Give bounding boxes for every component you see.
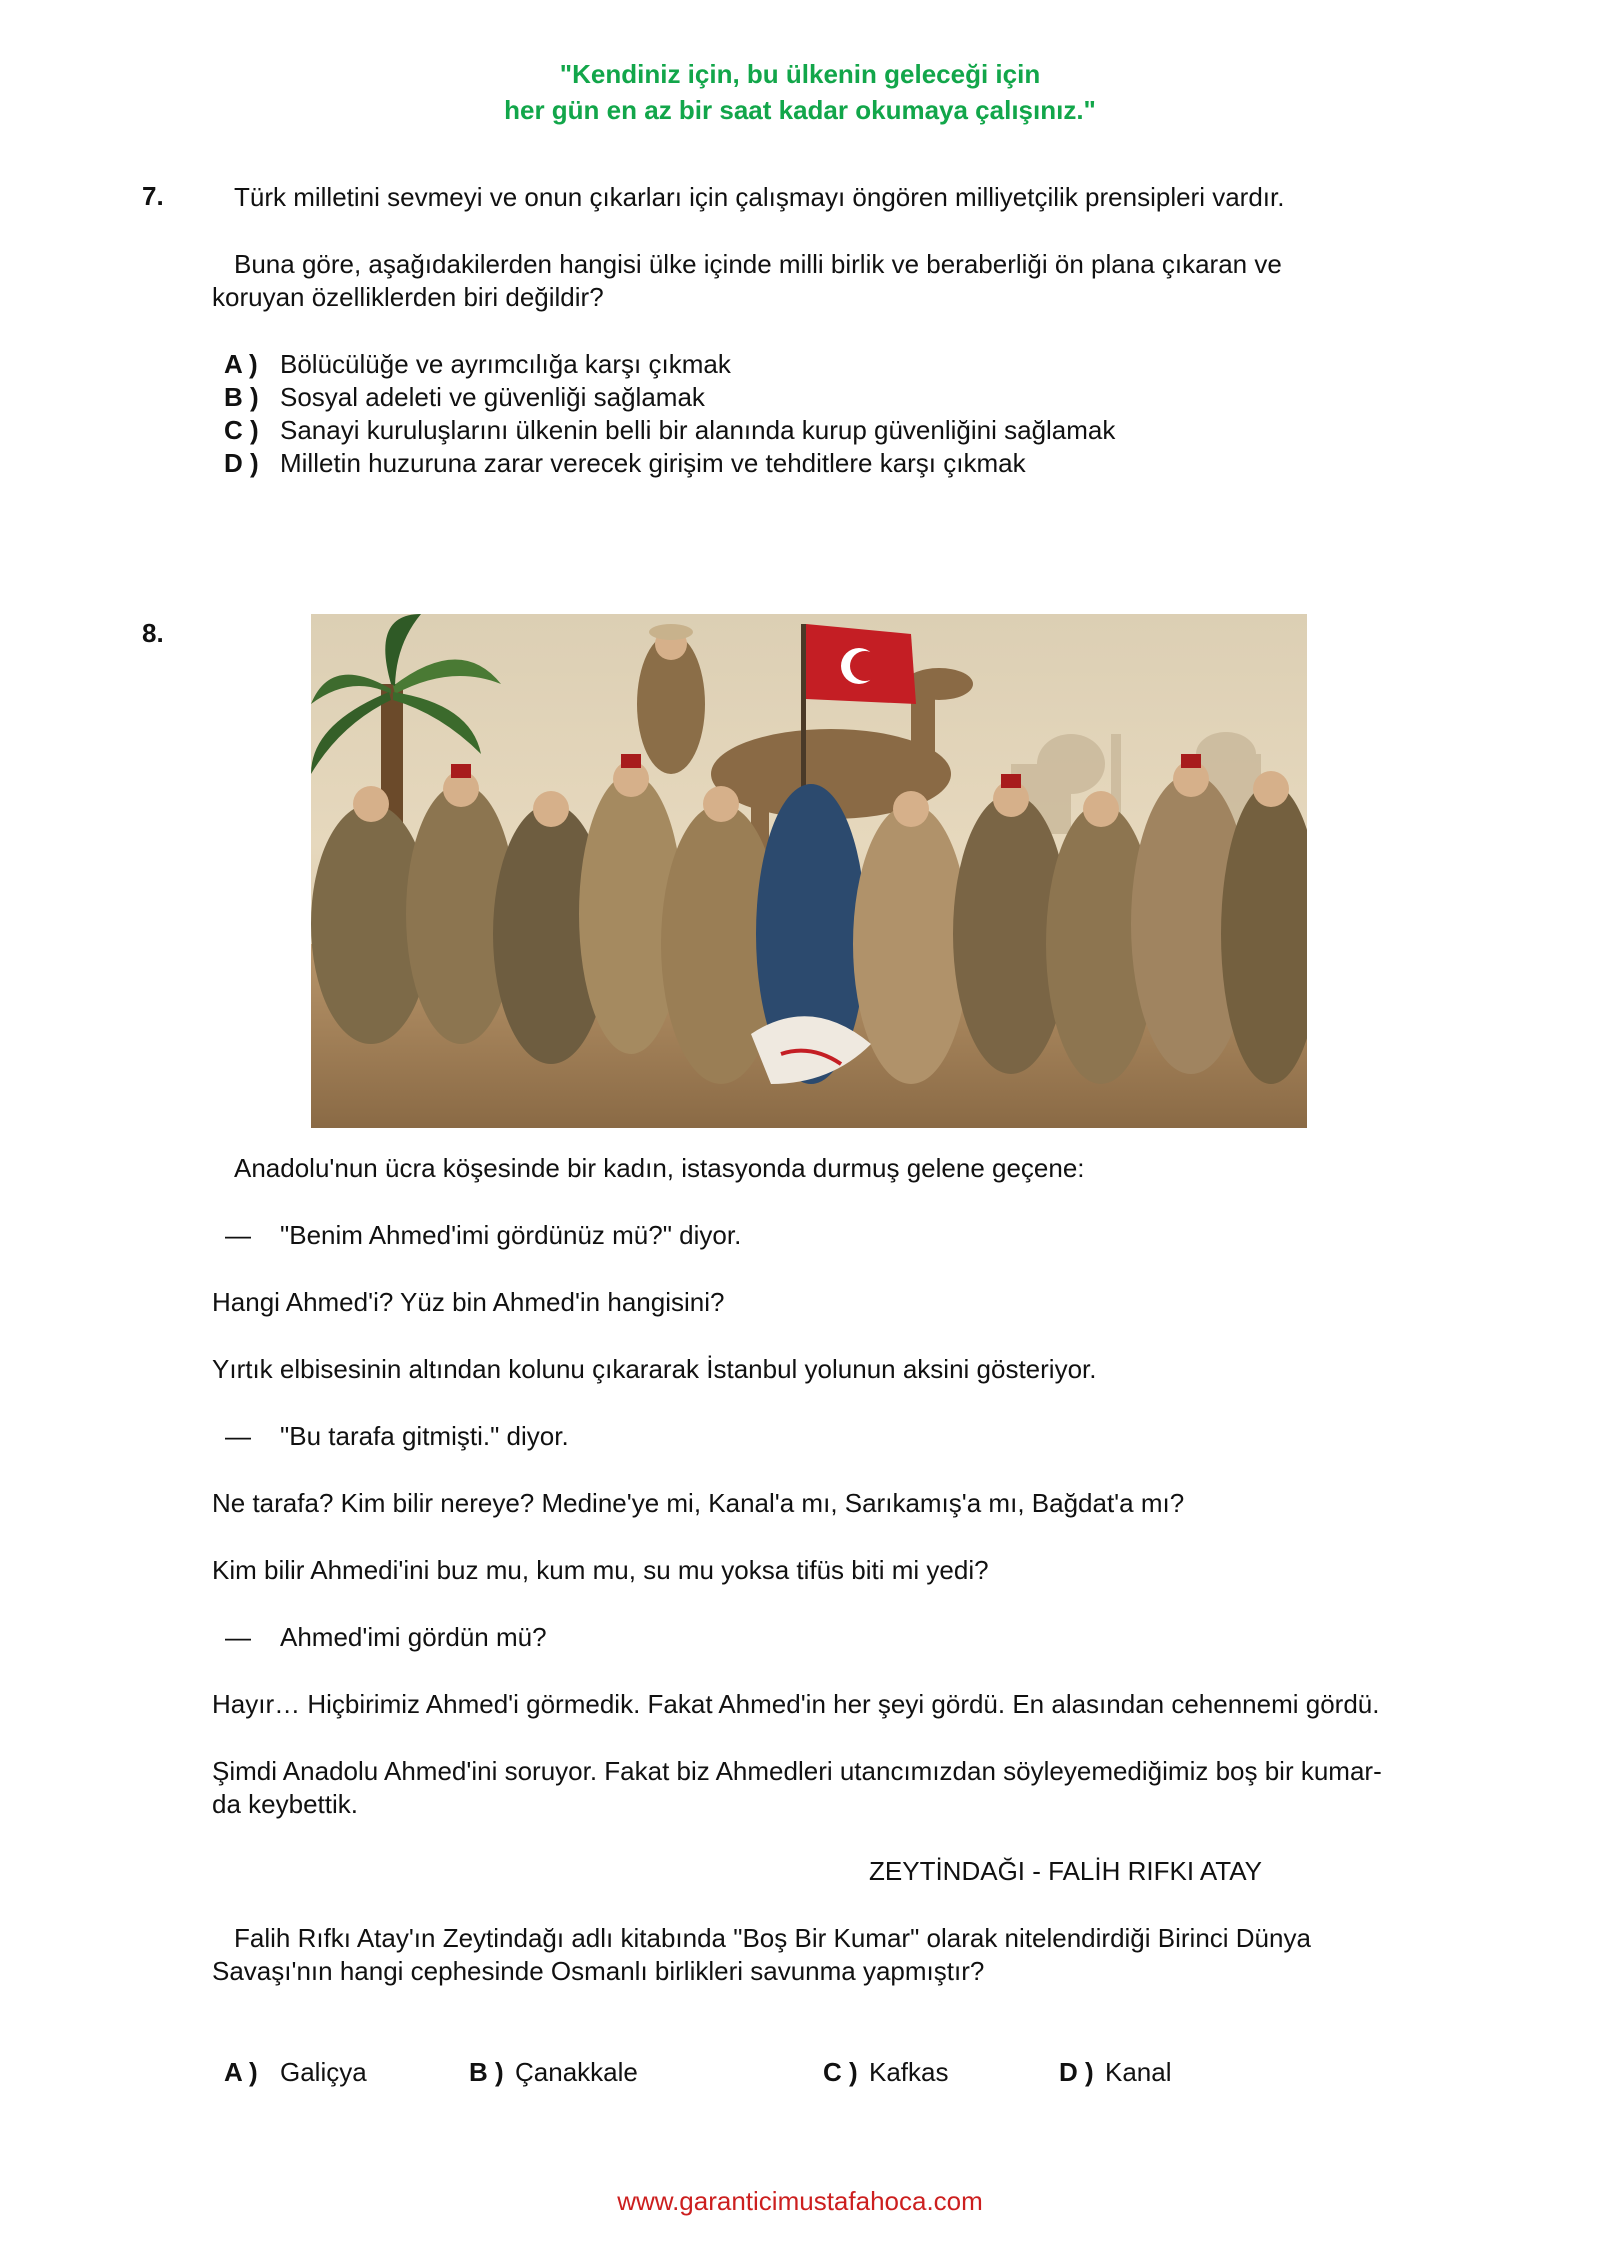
passage-source: ZEYTİNDAĞI - FALİH RIFKI ATAY bbox=[869, 1856, 1262, 1886]
header-line-2: her gün en az bir saat kadar okumaya çalışınız." bbox=[504, 95, 1096, 125]
q7-option-d-letter[interactable]: D ) bbox=[224, 448, 259, 478]
dialogue-dash-3: — bbox=[225, 1622, 251, 1652]
motivational-header bbox=[0, 56, 1600, 128]
q8-option-b-text[interactable]: Çanakkale bbox=[515, 2057, 638, 2087]
passage-paragraph-7a: Şimdi Anadolu Ahmed'ini soruyor. Fakat biz Ahmedleri utancımızdan söyleyemediğimiz boş bir kumar- bbox=[212, 1756, 1382, 1786]
q8-option-a-letter[interactable]: A ) bbox=[224, 2057, 258, 2087]
passage-quote-1: "Benim Ahmed'imi gördünüz mü?" diyor. bbox=[280, 1220, 742, 1250]
dialogue-dash-1: — bbox=[225, 1220, 251, 1250]
passage-paragraph-4: Ne tarafa? Kim bilir nereye? Medine'ye mi, Kanal'a mı, Sarıkamış'a mı, Bağdat'a mı? bbox=[212, 1488, 1185, 1518]
passage-paragraph-5: Kim bilir Ahmedi'ini buz mu, kum mu, su mu yoksa tifüs biti mi yedi? bbox=[212, 1555, 989, 1585]
passage-paragraph-6: Hayır… Hiçbirimiz Ahmed'i görmedik. Fakat Ahmed'in her şeyi gördü. En alasından cehennemi gördü. bbox=[212, 1689, 1380, 1719]
historical-painting-image bbox=[311, 614, 1307, 1128]
question-8-stem-line-2: Savaşı'nın hangi cephesinde Osmanlı birlikleri savunma yapmıştır? bbox=[212, 1956, 985, 1986]
dialogue-dash-2: — bbox=[225, 1421, 251, 1451]
q7-option-c-text[interactable]: Sanayi kuruluşlarını ülkenin belli bir alanında kurup güvenliğini sağlamak bbox=[280, 415, 1116, 445]
q7-option-b-letter[interactable]: B ) bbox=[224, 382, 259, 412]
question-7-premise: Türk milletini sevmeyi ve onun çıkarları için çalışmayı öngören milliyetçilik prensipleri vardır. bbox=[234, 182, 1285, 212]
q7-option-a-text[interactable]: Bölücülüğe ve ayrımcılığa karşı çıkmak bbox=[280, 349, 731, 379]
passage-quote-3: Ahmed'imi gördün mü? bbox=[280, 1622, 547, 1652]
passage-paragraph-2: Hangi Ahmed'i? Yüz bin Ahmed'in hangisini? bbox=[212, 1287, 725, 1317]
q7-option-d-text[interactable]: Milletin huzuruna zarar verecek girişim ve tehditlere karşı çıkmak bbox=[280, 448, 1026, 478]
passage-quote-2: "Bu tarafa gitmişti." diyor. bbox=[280, 1421, 569, 1451]
q8-option-d-text[interactable]: Kanal bbox=[1105, 2057, 1172, 2087]
question-7-stem-line-1: Buna göre, aşağıdakilerden hangisi ülke içinde milli birlik ve beraberliği ön plana çıkaran ve bbox=[234, 249, 1282, 279]
header-line-1: "Kendiniz için, bu ülkenin geleceği için bbox=[559, 59, 1041, 89]
footer-website-link[interactable]: www.garanticimustafahoca.com bbox=[617, 2186, 983, 2216]
q8-option-b-letter[interactable]: B ) bbox=[469, 2057, 504, 2087]
q8-option-d-letter[interactable]: D ) bbox=[1059, 2057, 1094, 2087]
passage-paragraph-7b: da keybettik. bbox=[212, 1789, 358, 1819]
question-8-number: 8. bbox=[142, 618, 164, 648]
question-8-stem-line-1: Falih Rıfkı Atay'ın Zeytindağı adlı kitabında "Boş Bir Kumar" olarak nitelendirdiği Birinci Dünya bbox=[234, 1923, 1311, 1953]
q8-option-c-text[interactable]: Kafkas bbox=[869, 2057, 949, 2087]
question-7-number: 7. bbox=[142, 181, 164, 211]
q7-option-b-text[interactable]: Sosyal adeleti ve güvenliği sağlamak bbox=[280, 382, 705, 412]
passage-paragraph-1: Anadolu'nun ücra köşesinde bir kadın, istasyonda durmuş gelene geçene: bbox=[234, 1153, 1085, 1183]
q7-option-a-letter[interactable]: A ) bbox=[224, 349, 258, 379]
q7-option-c-letter[interactable]: C ) bbox=[224, 415, 259, 445]
q8-option-a-text[interactable]: Galiçya bbox=[280, 2057, 367, 2087]
passage-paragraph-3: Yırtık elbisesinin altından kolunu çıkararak İstanbul yolunun aksini gösteriyor. bbox=[212, 1354, 1097, 1384]
question-7-stem-line-2: koruyan özelliklerden biri değildir? bbox=[212, 282, 604, 312]
q8-option-c-letter[interactable]: C ) bbox=[823, 2057, 858, 2087]
